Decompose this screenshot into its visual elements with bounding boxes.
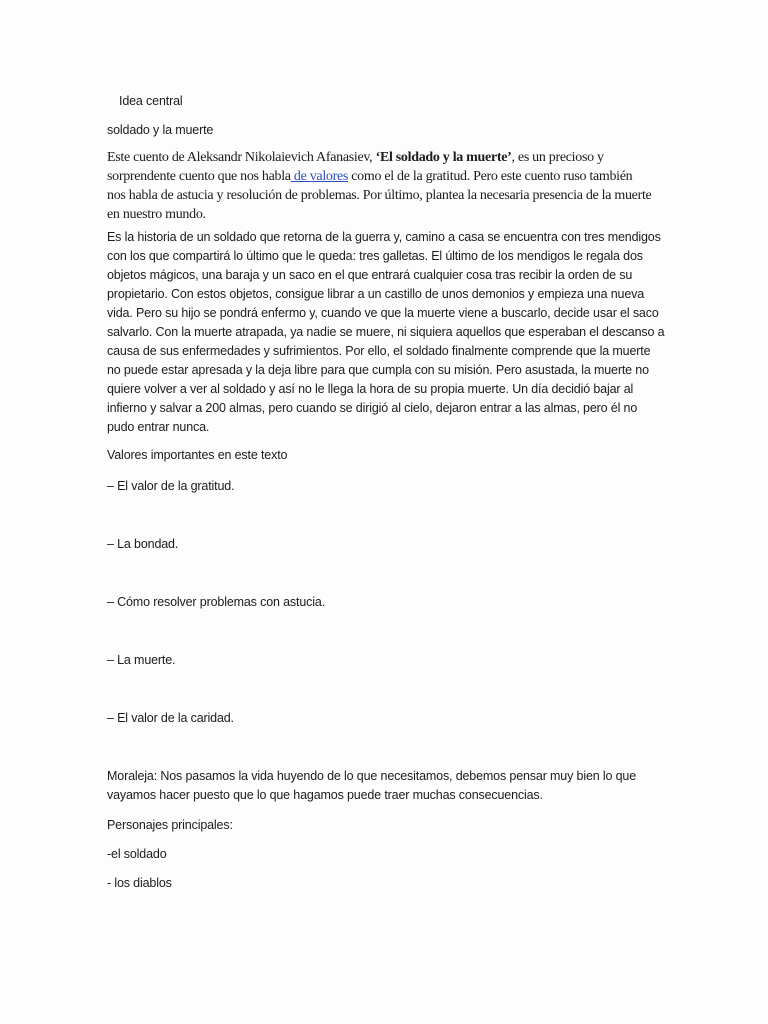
value-item: – La muerte. (107, 653, 176, 667)
intro-title-bold: ‘El soldado y la muerte’ (375, 150, 512, 165)
value-item: – Cómo resolver problemas con astucia. (107, 595, 326, 609)
value-item: – El valor de la caridad. (107, 711, 234, 725)
intro-text-mid: , es un precioso y sorprendente cuento que nos habla (107, 150, 604, 184)
value-item: – La bondad. (107, 537, 179, 551)
moral-paragraph: Moraleja: Nos pasamos la vida huyendo de lo que necesitamos, debemos pensar muy bien lo que vayamos hacer puesto que lo que hagamos puede traer muchas consecuencias. (107, 769, 637, 802)
character-item: -el soldado (107, 847, 167, 861)
values-heading: Valores importantes en este texto (107, 448, 288, 462)
intro-text-before: Este cuento de Aleksandr Nikolaievich Afanasiev, (107, 150, 376, 165)
story-paragraph: Es la historia de un soldado que retorna de la guerra y, camino a casa se encuentra con tres mendigos con los que compartirá lo último que le queda: tres galletas. El último de los mendigos le regala dos objetos mágicos, una baraja y un saco en el que entrará cualquier cosa tras recibir la orden de su propietario. Con estos objetos, consigue librar a un castillo de unos demonios y empieza una nueva vida. Pero su hijo se pondrá enfermo y, cuando ve que la muerte viene a buscarlo, decide usar el saco salvarlo. Con la muerte atrapada, ya nadie se muere, ni siquiera aquellos que esperaban el descanso a causa de sus enfermedades y sufrimientos. Por ello, el soldado finalmente comprende que la muerte no puede estar apresada y la deja libre para que cumpla con su misión. Pero asustada, la muerte no quiere volver a ver al soldado y así no le llega la hora de su propia muerte. Un día decidió bajar al infierno y salvar a 200 almas, pero cuando se dirigió al cielo, dejaron entrar a las almas, pero él no pudo entrar nunca. (107, 230, 665, 434)
intro-text-after: como el de la gratitud. Pero este cuento ruso también nos habla de astucia y resolución de problemas. Por último, plantea la necesaria presencia de la muerte en nuestro mundo. (107, 169, 652, 222)
character-item: - los diablos (107, 876, 172, 890)
value-item: – El valor de la gratitud. (107, 479, 235, 493)
characters-heading: Personajes principales: (107, 818, 233, 832)
values-link[interactable]: de valores (290, 169, 349, 184)
intro-paragraph (107, 148, 652, 224)
subtitle: soldado y la muerte (107, 123, 214, 137)
heading-idea-central: Idea central (119, 94, 183, 108)
